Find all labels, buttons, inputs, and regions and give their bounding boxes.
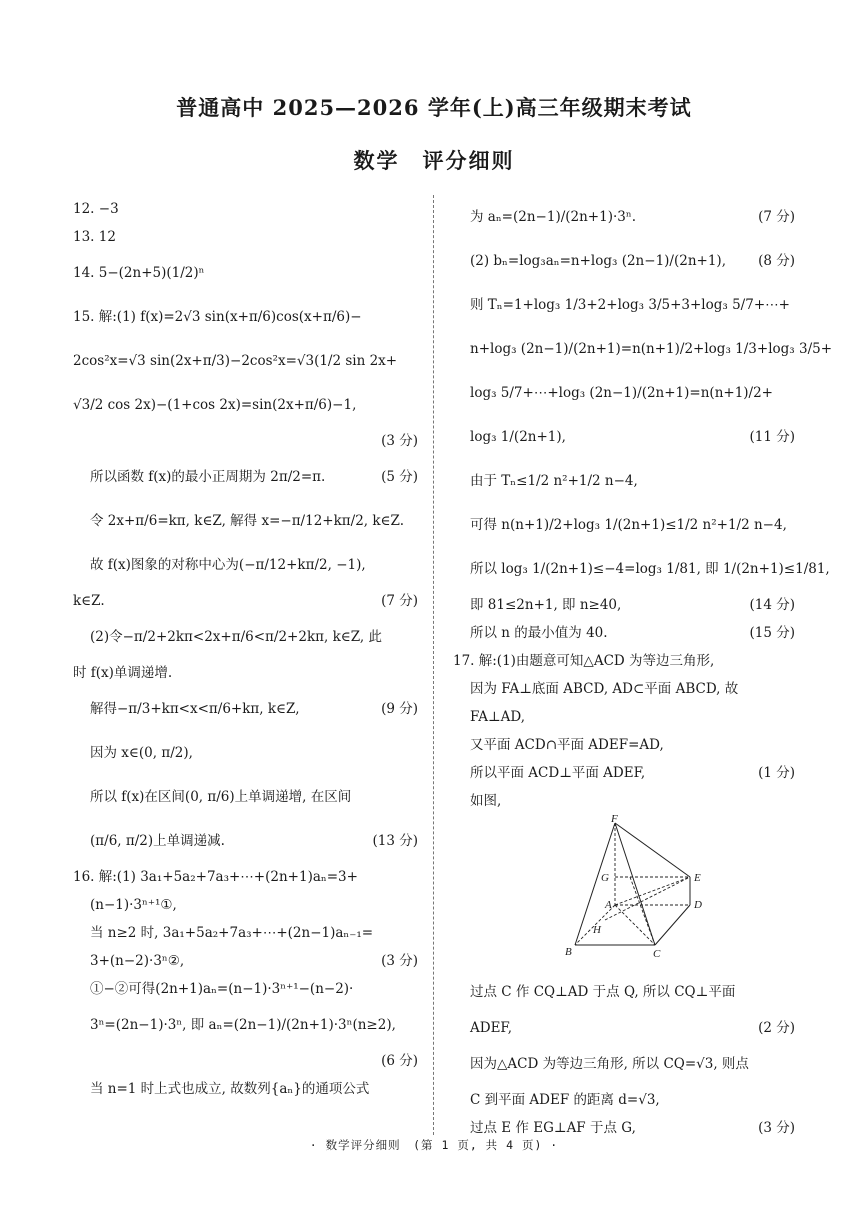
answer-line: (6 分) <box>381 1053 418 1069</box>
answer-line: 为 aₙ=(2n−1)/(2n+1)·3ⁿ. (7 分) <box>470 209 795 225</box>
answer-line: 12. −3 <box>73 201 119 217</box>
answer-line: 过点 C 作 CQ⊥AD 于点 Q, 所以 CQ⊥平面 <box>470 984 736 1000</box>
pyramid-diagram <box>555 815 715 965</box>
answer-line: C 到平面 ADEF 的距离 d=√3, <box>470 1092 660 1108</box>
answer-line: 解得−π/3+kπ<x<π/6+kπ, k∈Z, (9 分) <box>90 701 418 717</box>
label-a: A <box>605 899 612 911</box>
answer-line: 又平面 ACD∩平面 ADEF=AD, <box>470 737 664 753</box>
answer-line: log₃ 5/7+⋯+log₃ (2n−1)/(2n+1)=n(n+1)/2+ <box>470 385 773 401</box>
answer-line: (2) bₙ=log₃aₙ=n+log₃ (2n−1)/(2n+1), (8 分) <box>470 253 795 269</box>
answer-line: k∈Z. (7 分) <box>73 593 418 609</box>
label-h: H <box>593 924 601 936</box>
answer-line: 因为 x∈(0, π/2), <box>90 745 193 761</box>
answer-line: 当 n=1 时上式也成立, 故数列{aₙ}的通项公式 <box>90 1081 370 1097</box>
label-c: C <box>653 948 661 960</box>
answer-line: 16. 解:(1) 3a₁+5a₂+7a₃+⋯+(2n+1)aₙ=3+ <box>73 869 358 885</box>
answer-line: 如图, <box>470 793 502 809</box>
answer-line: 过点 E 作 EG⊥AF 于点 G, (3 分) <box>470 1120 795 1136</box>
answer-line: 当 n≥2 时, 3a₁+5a₂+7a₃+⋯+(2n−1)aₙ₋₁= <box>90 925 374 941</box>
answer-line: 所以平面 ACD⊥平面 ADEF, (1 分) <box>470 765 795 781</box>
answer-line: 因为△ACD 为等边三角形, 所以 CQ=√3, 则点 <box>470 1056 749 1072</box>
label-b: B <box>565 946 572 958</box>
answer-line: FA⊥AD, <box>470 709 526 725</box>
answer-line: (n−1)·3ⁿ⁺¹①, <box>90 897 177 913</box>
page-footer: · 数学评分细则 (第 1 页, 共 4 页) · <box>309 1138 559 1152</box>
answer-line: 17. 解:(1)由题意可知△ACD 为等边三角形, <box>453 653 715 669</box>
answer-line: 所以 n 的最小值为 40. (15 分) <box>470 625 795 641</box>
answer-line: 所以 log₃ 1/(2n+1)≤−4=log₃ 1/81, 即 1/(2n+1)≤1/81, <box>470 561 830 577</box>
answer-line: 14. 5−(2n+5)(1/2)ⁿ <box>73 265 205 281</box>
geometry-figure <box>470 815 795 970</box>
label-e: E <box>694 872 701 884</box>
answer-line: (2)令−π/2+2kπ<2x+π/6<π/2+2kπ, k∈Z, 此 <box>90 629 382 645</box>
answer-line: 可得 n(n+1)/2+log₃ 1/(2n+1)≤1/2 n²+1/2 n−4, <box>470 517 787 533</box>
answer-line: 时 f(x)单调递增. <box>73 665 173 681</box>
column-divider <box>433 195 434 1135</box>
label-g: G <box>601 872 609 884</box>
page-title: 普通高中 2025—2026 学年(上)高三年级期末考试 <box>176 95 692 120</box>
answer-line: 由于 Tₙ≤1/2 n²+1/2 n−4, <box>470 473 638 489</box>
answer-line: 所以 f(x)在区间(0, π/6)上单调递增, 在区间 <box>90 789 352 805</box>
answer-line: 2cos²x=√3 sin(2x+π/3)−2cos²x=√3(1/2 sin 2x+ <box>73 353 398 369</box>
answer-line: 因为 FA⊥底面 ABCD, AD⊂平面 ABCD, 故 <box>470 681 739 697</box>
answer-line: 故 f(x)图象的对称中心为(−π/12+kπ/2, −1), <box>90 557 366 573</box>
answer-line: 3ⁿ=(2n−1)·3ⁿ, 即 aₙ=(2n−1)/(2n+1)·3ⁿ(n≥2), <box>90 1017 396 1033</box>
answer-line: (π/6, π/2)上单调递减. (13 分) <box>90 833 418 849</box>
answer-line: 则 Tₙ=1+log₃ 1/3+2+log₃ 3/5+3+log₃ 5/7+⋯+ <box>470 297 790 313</box>
answer-line: 3+(n−2)·3ⁿ②, (3 分) <box>90 953 418 969</box>
right-column <box>453 195 833 1142</box>
answer-line: n+log₃ (2n−1)/(2n+1)=n(n+1)/2+log₃ 1/3+log₃ 3/5+ <box>470 341 833 357</box>
answer-line: √3/2 cos 2x)−(1+cos 2x)=sin(2x+π/6)−1, <box>73 397 357 413</box>
answer-line: 15. 解:(1) f(x)=2√3 sin(x+π/6)cos(x+π/6)− <box>73 309 362 325</box>
answer-line: ①−②可得(2n+1)aₙ=(n−1)·3ⁿ⁺¹−(n−2)· <box>90 981 354 997</box>
page-subtitle: 数学 评分细则 <box>353 148 515 173</box>
left-column <box>73 195 418 1103</box>
answer-line: (3 分) <box>381 433 418 449</box>
label-d: D <box>694 899 702 911</box>
answer-line: ADEF, (2 分) <box>470 1020 795 1036</box>
answer-line: log₃ 1/(2n+1), (11 分) <box>470 429 795 445</box>
answer-line: 所以函数 f(x)的最小正周期为 2π/2=π. (5 分) <box>90 469 418 485</box>
label-f: F <box>611 813 618 825</box>
answer-line: 13. 12 <box>73 229 116 245</box>
answer-line: 令 2x+π/6=kπ, k∈Z, 解得 x=−π/12+kπ/2, k∈Z. <box>90 513 404 529</box>
answer-line: 即 81≤2n+1, 即 n≥40, (14 分) <box>470 597 795 613</box>
